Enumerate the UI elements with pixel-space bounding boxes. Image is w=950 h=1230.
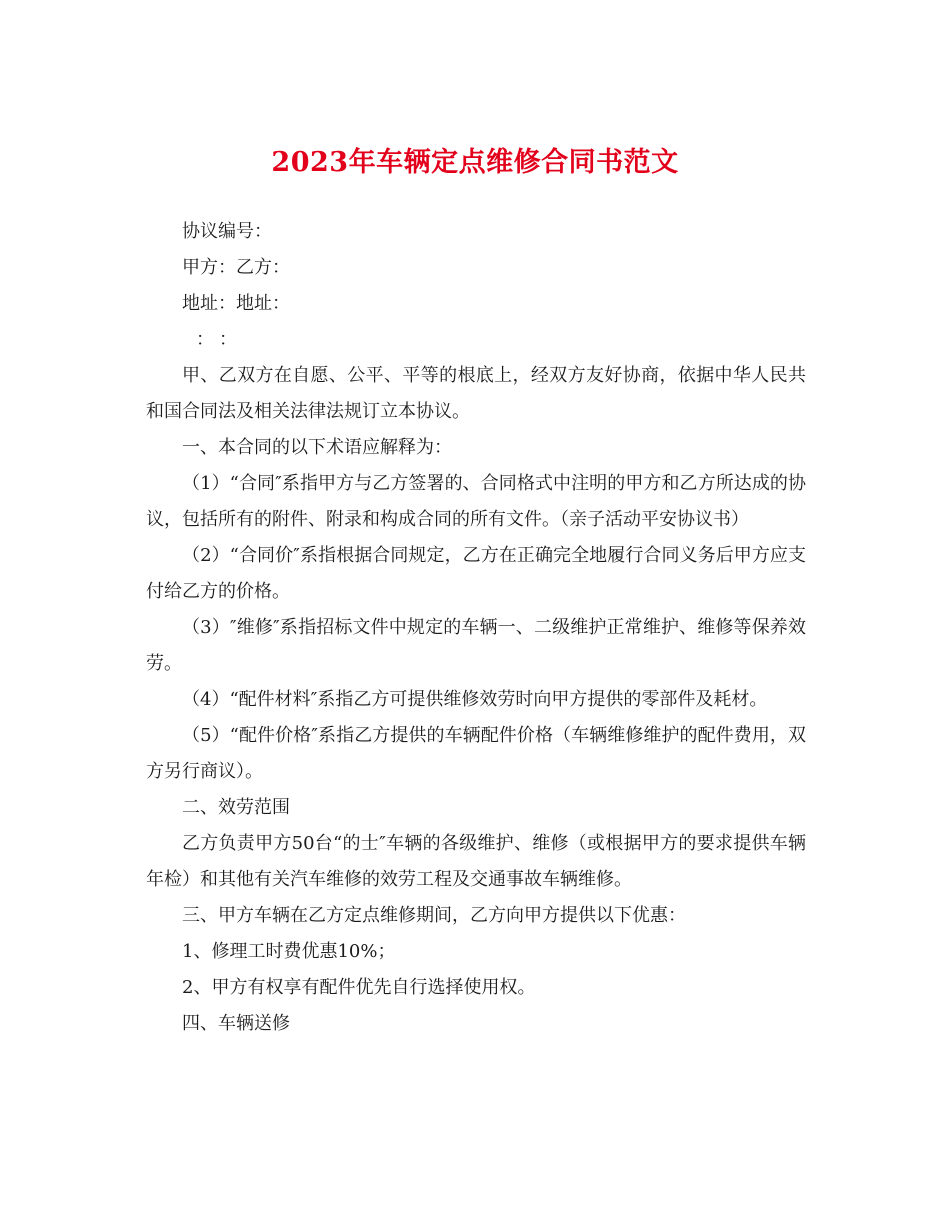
preamble-paragraph: 甲、乙双方在自愿、公平、平等的根底上，经双方友好协商，依据中华人民共和国合同法及相关法律法规订立本协议。 xyxy=(146,365,806,422)
definition-paragraph: （3）″维修″系指招标文件中规定的车辆一、二级维护正常维护、维修等保养效劳。 xyxy=(146,617,806,674)
definition-paragraph: （5）“配件价格″系指乙方提供的车辆配件价格（车辆维修维护的配件费用，双方另行商议）。 xyxy=(146,725,806,782)
section-heading: 一、本合同的以下术语应解释为： xyxy=(182,437,452,458)
section-heading: 二、效劳范围 xyxy=(182,797,290,818)
definition-paragraph: （1）“合同″系指甲方与乙方签署的、合同格式中注明的甲方和乙方所达成的协议，包括所有的附件、附录和构成合同的所有文件。（亲子活动平安协议书） xyxy=(146,473,806,530)
document-body xyxy=(146,214,806,1042)
definition-paragraph: （4）“配件材料″系指乙方可提供维修效劳时向甲方提供的零部件及耗材。 xyxy=(182,689,768,710)
discount-item: 2、甲方有权享有配件优先自行选择使用权。 xyxy=(182,977,536,998)
party-line: 甲方：乙方： xyxy=(182,257,290,278)
discount-item: 1、修理工时费优惠10%； xyxy=(182,941,396,962)
document-title: 2023年车辆定点维修合同书范文 xyxy=(271,147,679,178)
definition-paragraph: （2）“合同价″系指根据合同规定，乙方在正确完全地履行合同义务后甲方应支付给乙方的价格。 xyxy=(146,545,806,602)
service-scope-paragraph: 乙方负责甲方50台“的士″车辆的各级维护、维修（或根据甲方的要求提供车辆年检）和其他有关汽车维修的效劳工程及交通事故车辆维修。 xyxy=(146,833,806,890)
blank-field-line: ：： xyxy=(196,329,251,350)
section-heading: 四、车辆送修 xyxy=(182,1013,290,1034)
section-heading: 三、甲方车辆在乙方定点维修期间，乙方向甲方提供以下优惠： xyxy=(182,905,686,926)
address-line: 地址：地址： xyxy=(182,293,290,314)
agreement-number-line: 协议编号： xyxy=(182,221,272,242)
